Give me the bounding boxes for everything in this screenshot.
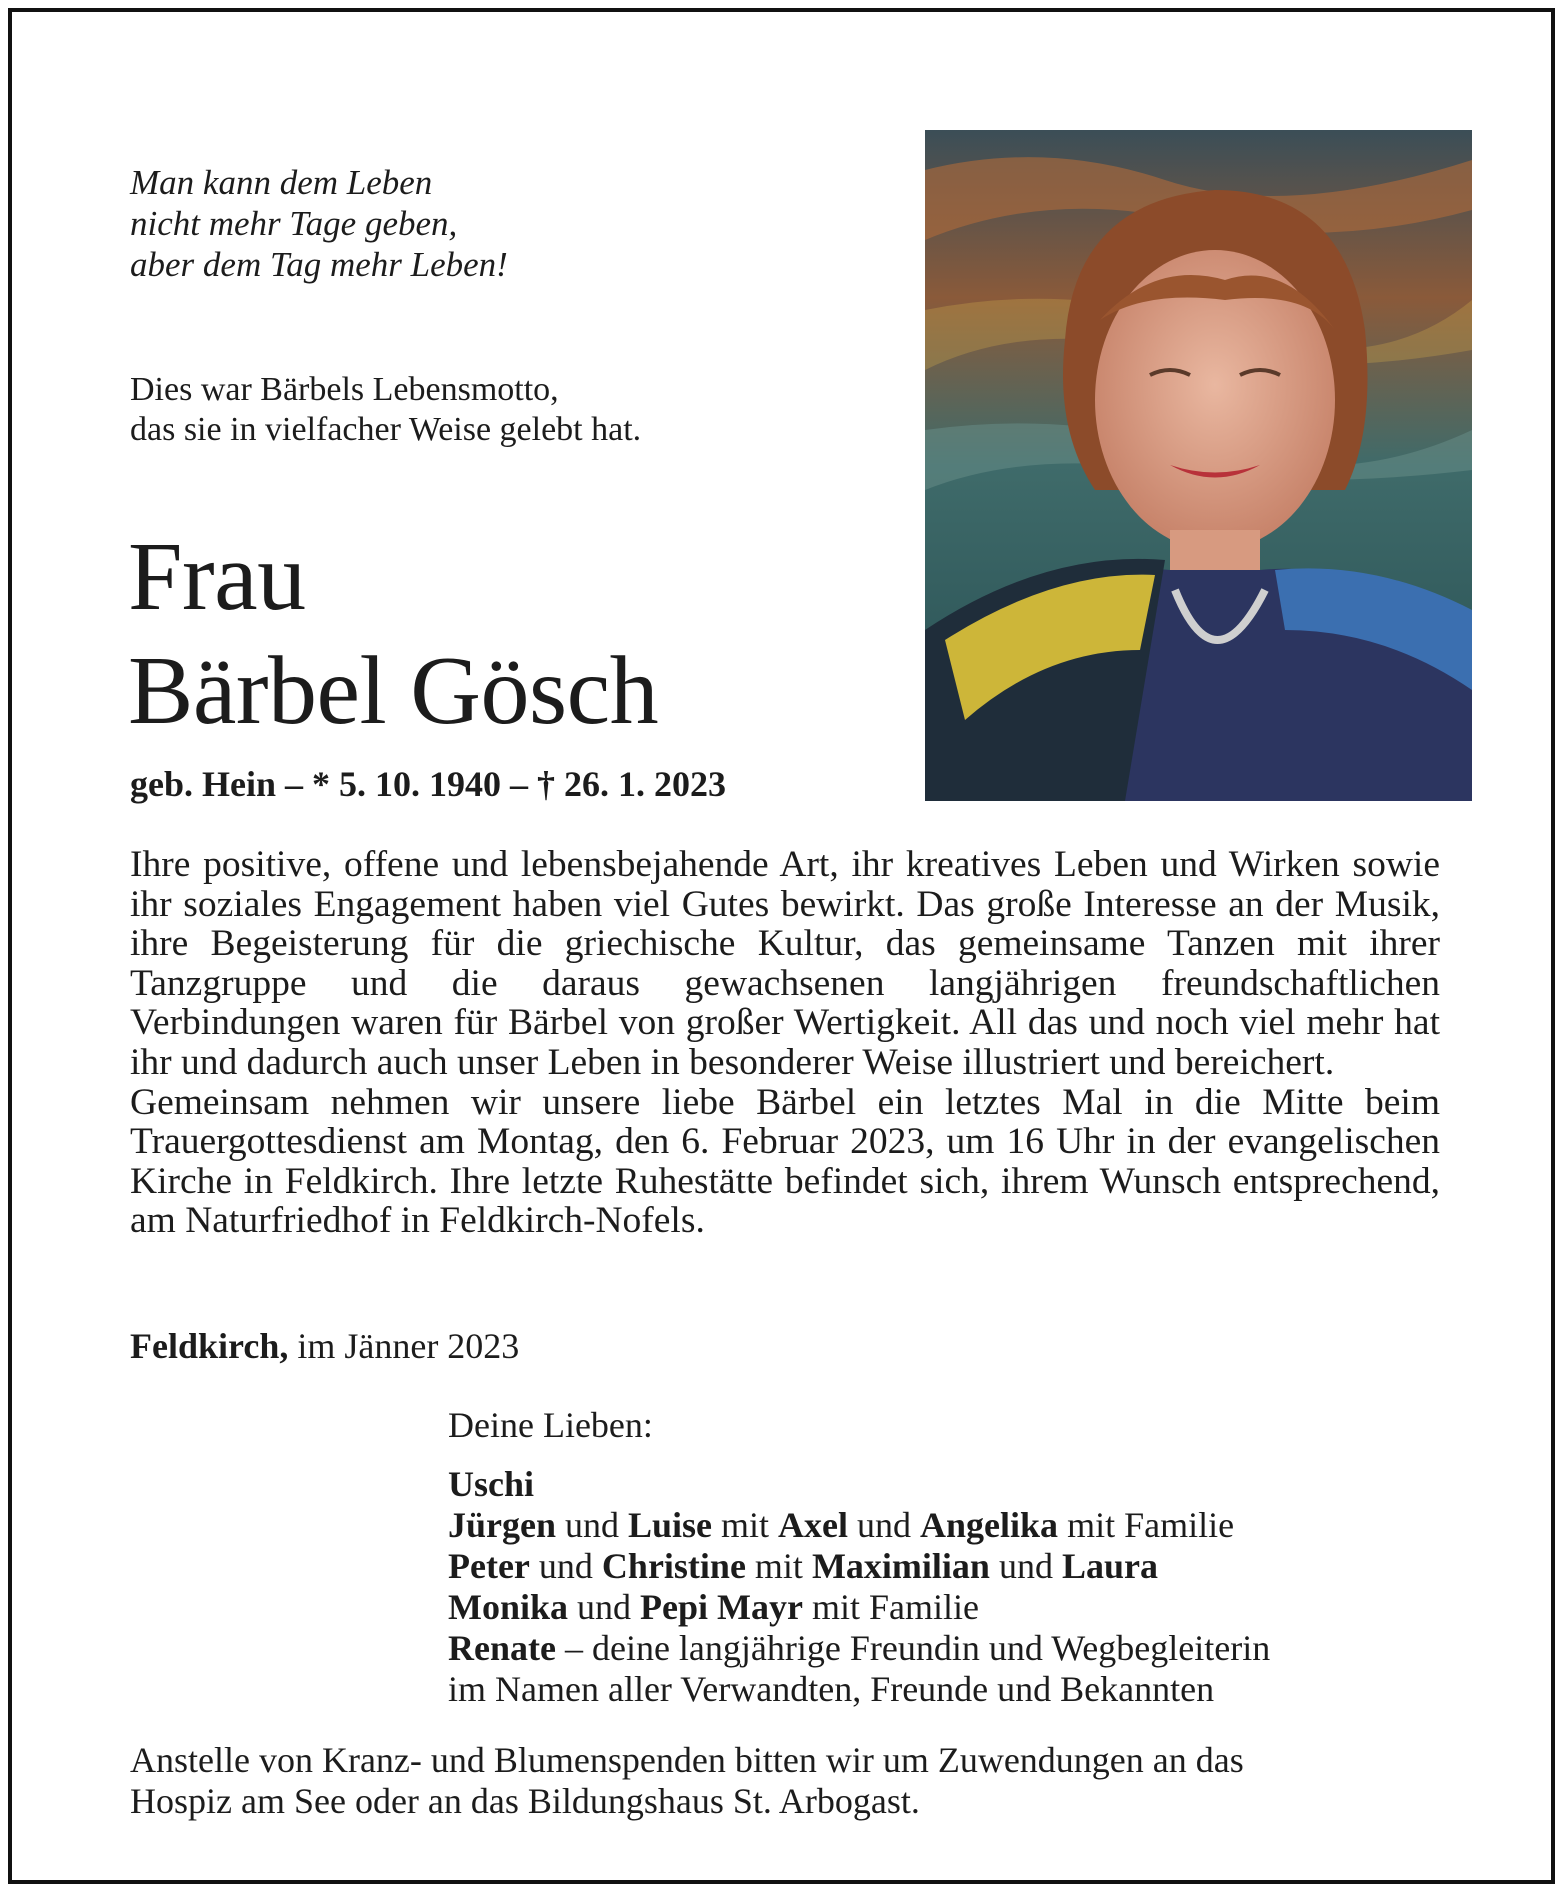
family-member-name: Pepi Mayr — [640, 1587, 803, 1627]
family-connector-text: im Namen aller Verwandten, Freunde und Bekannten — [448, 1669, 1215, 1709]
family-connector-text: und — [529, 1546, 602, 1586]
family-connector-text: und — [568, 1587, 641, 1627]
portrait-photo — [925, 130, 1472, 801]
family-row — [448, 1628, 1270, 1669]
family-connector-text: und — [848, 1505, 921, 1545]
family-member-name: Monika — [448, 1587, 569, 1627]
portrait-image — [925, 130, 1472, 801]
birth-death-dates: geb. Hein – * 5. 10. 1940 – † 26. 1. 2023 — [130, 764, 727, 804]
obituary-text — [130, 845, 1440, 1241]
motto-note-line: Dies war Bärbels Lebensmotto, — [130, 371, 559, 408]
family-connector-text: und — [556, 1505, 628, 1545]
family-connector-text: – deine langjährige Freundin und Wegbegleiterin — [555, 1628, 1271, 1668]
donation-line: Anstelle von Kranz- und Blumenspenden bitten wir um Zuwendungen an das — [130, 1740, 1244, 1780]
family-connector-text: mit Familie — [1058, 1505, 1235, 1545]
family-member-name: Renate — [448, 1628, 556, 1668]
date-text: im Jänner 2023 — [288, 1326, 520, 1366]
body-paragraph: Ihre positive, offene und lebensbejahende Art, ihr kreatives Leben und Wirken sowie ihr soziales Engagement haben viel Gutes bewirkt. Das große Interesse an der Musik, ihre Begeisterung für die griechische Kultur, das gemeinsame Tanzen mit ihrer Tanzgruppe und die daraus gewachsenen langjährigen freundschaftlichen Verbindungen waren für Bärbel von großer Wertigkeit. All das und noch viel mehr hat ihr und dadurch auch unser Leben in besonderer Weise illustriert und bereichert. — [130, 844, 1440, 1083]
family-row — [448, 1505, 1270, 1546]
family-member-name: Maximilian — [811, 1546, 990, 1586]
family-list — [448, 1405, 1270, 1710]
family-member-name: Uschi — [448, 1464, 535, 1504]
family-member-name: Peter — [448, 1546, 530, 1586]
family-row — [448, 1546, 1270, 1587]
motto-line: aber dem Tag mehr Leben! — [130, 245, 508, 284]
family-connector-text: mit Familie — [802, 1587, 979, 1627]
family-member-name: Angelika — [920, 1505, 1059, 1545]
family-connector-text: mit — [745, 1546, 812, 1586]
motto-note — [130, 370, 641, 450]
motto-line: Man kann dem Leben — [130, 163, 433, 202]
family-member-name: Christine — [601, 1546, 746, 1586]
body-paragraph: Gemeinsam nehmen wir unsere liebe Bärbel ein letztes Mal in die Mitte beim Trauergottesdienst am Montag, den 6. Februar 2023, um 16 Uhr in der evangelischen Kirche in Feldkirch. Ihre letzte Ruhestätte befindet sich, ihrem Wunsch entsprechend, am Naturfriedhof in Feldkirch-Nofels. — [130, 1081, 1440, 1242]
family-member-name: Jürgen — [448, 1505, 556, 1545]
family-member-name: Luise — [628, 1505, 713, 1545]
family-member-name: Axel — [778, 1505, 849, 1545]
family-connector-text: und — [989, 1546, 1062, 1586]
family-row — [448, 1669, 1270, 1710]
motto-line: nicht mehr Tage geben, — [130, 204, 458, 243]
family-member-name: Laura — [1061, 1546, 1158, 1586]
family-connector-text: mit — [712, 1505, 779, 1545]
family-row — [448, 1587, 1270, 1628]
deceased-name — [128, 520, 658, 748]
motto-quote — [130, 162, 508, 285]
place-date — [130, 1325, 519, 1367]
full-name: Bärbel Gösch — [128, 637, 659, 745]
donation-request — [130, 1740, 1244, 1822]
family-rows — [448, 1464, 1270, 1710]
donation-line: Hospiz am See oder an das Bildungshaus St. Arbogast. — [130, 1781, 920, 1821]
family-intro: Deine Lieben: — [448, 1405, 653, 1445]
family-row — [448, 1464, 1270, 1505]
motto-note-line: das sie in vielfacher Weise gelebt hat. — [130, 411, 642, 448]
place-name: Feldkirch, — [130, 1326, 289, 1366]
salutation: Frau — [128, 523, 306, 631]
